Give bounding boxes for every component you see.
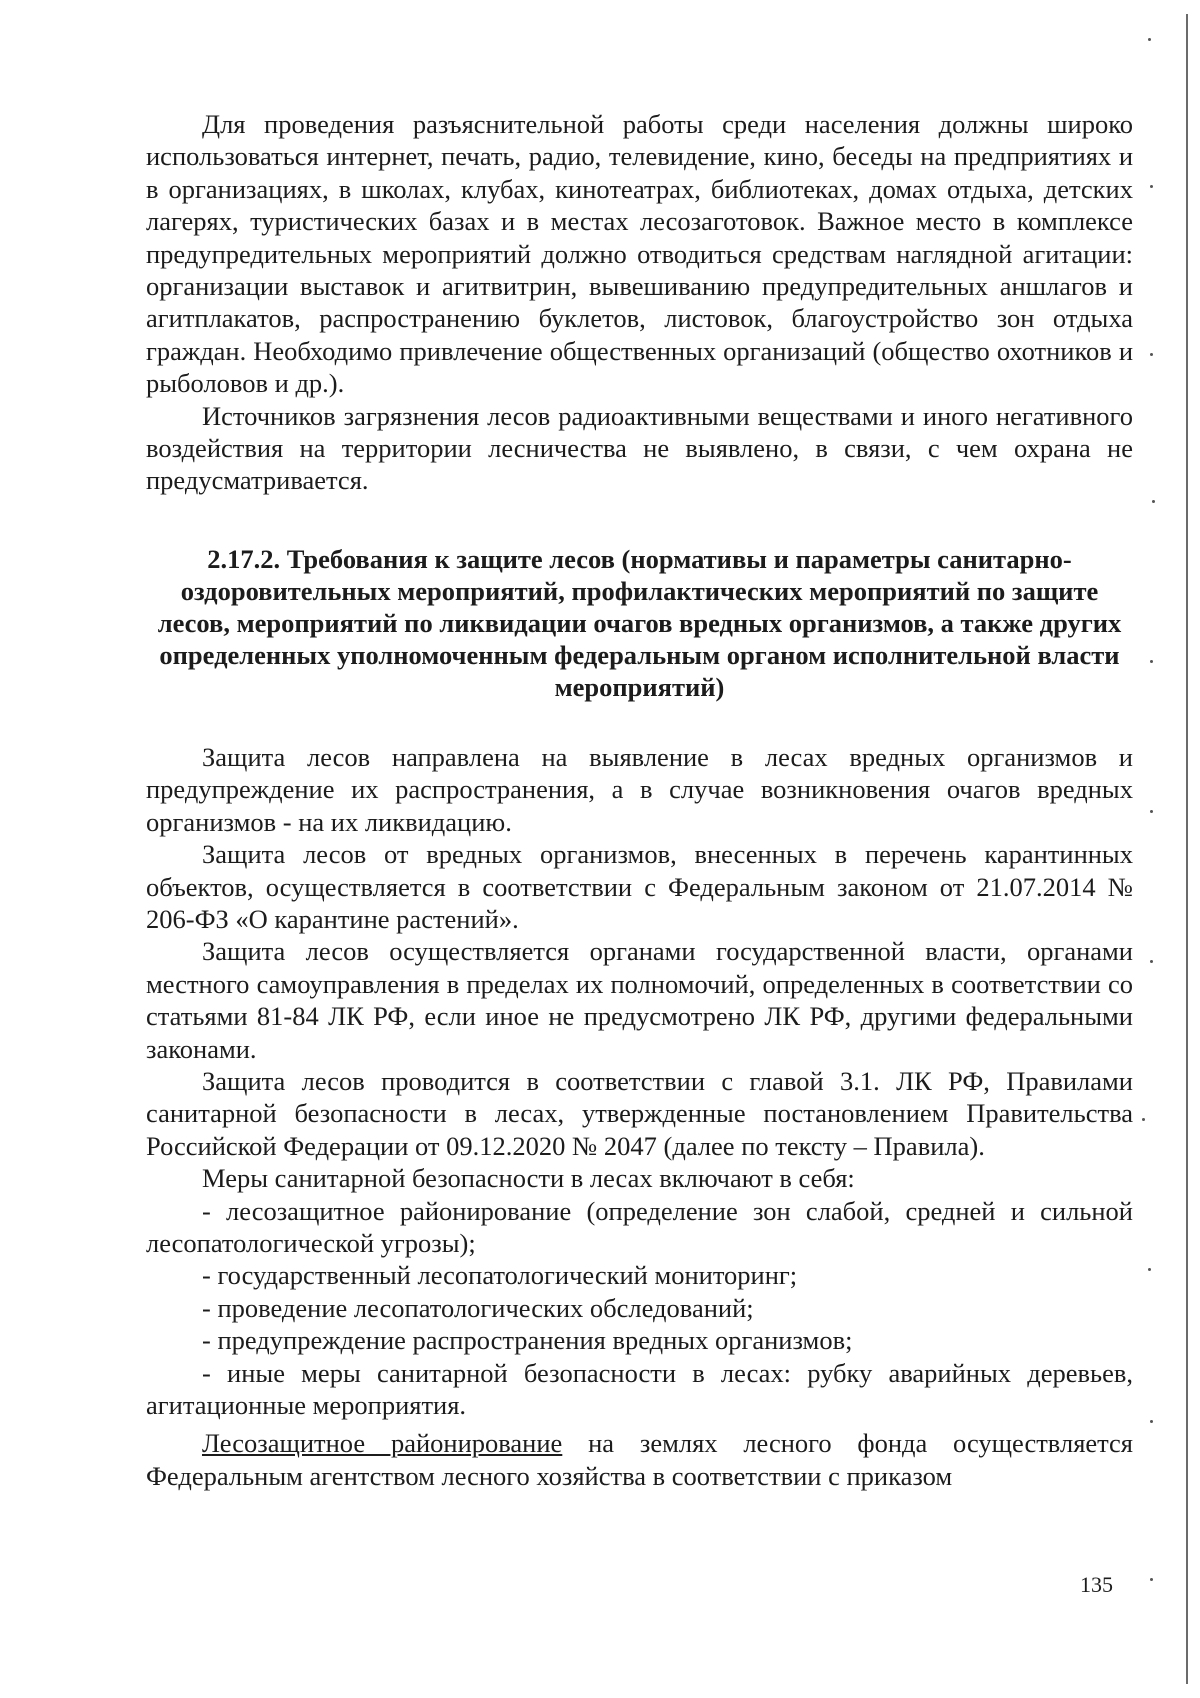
body-paragraph: Меры санитарной безопасности в лесах включают в себя: <box>202 1163 855 1194</box>
scan-mark <box>1150 660 1153 663</box>
measure-item: - иные меры санитарной безопасности в лесах: рубку аварийных деревьев, агитационные мероприятия. <box>146 1357 1133 1420</box>
body-paragraph: Защита лесов осуществляется органами государственной власти, органами местного самоуправления в пределах их полномочий, определенных в соответствии со статьями 81-84 ЛК РФ, если иное не предусмотрено ЛК РФ, другими федеральными законами. <box>146 936 1133 1064</box>
page-number: 135 <box>1080 1572 1113 1597</box>
final-paragraph <box>146 1427 1133 1492</box>
scan-mark <box>1148 1268 1151 1271</box>
scan-mark <box>1150 810 1153 813</box>
scan-mark <box>1150 1578 1153 1581</box>
measure-item: - предупреждение распространения вредных организмов; <box>202 1325 853 1356</box>
body-paragraph: Защита лесов от вредных организмов, внесенных в перечень карантинных объектов, осуществляется в соответствии с Федеральным законом от 21.07.2014 № 206-ФЗ «О карантине растений». <box>146 839 1133 934</box>
intro-paragraph: Для проведения разъяснительной работы среди населения должны широко использоваться интернет, печать, радио, телевидение, кино, беседы на предприятиях и в организациях, в школах, клубах, кинотеатрах, библиотеках, домах отдыха, детских лагерях, туристических базах и в местах лесозаготовок. Важное место в комплексе предупредительных мероприятий должно отводиться средствам наглядной агитации: организации выставок и агитвитрин, вывешиванию предупредительных аншлагов и агитплакатов, распространению буклетов, листовок, благоустройство зон отдыха граждан. Необходимо привлечение общественных организаций (общество охотников и рыболовов и др.). <box>146 109 1133 399</box>
measure-item: - лесозащитное районирование (определение зон слабой, средней и сильной лесопатологической угрозы); <box>146 1195 1133 1258</box>
scan-mark <box>1150 353 1153 356</box>
section-heading: 2.17.2. Требования к защите лесов (нормативы и параметры санитарно-оздоровительных мероприятий, профилактических мероприятий по защите лесов, мероприятий по ликвидации очагов вредных организмов, а также других определенных уполномоченным федеральным органом исполнительной власти мероприятий) <box>157 543 1122 702</box>
underlined-term: Лесозащитное районирование <box>202 1428 563 1459</box>
scan-mark <box>1150 185 1153 188</box>
section-body <box>146 741 1133 1492</box>
measure-item: - проведение лесопатологических обследований; <box>202 1292 754 1323</box>
scan-mark <box>1152 500 1155 503</box>
scan-mark <box>1142 1118 1145 1121</box>
intro-paragraph: Источников загрязнения лесов радиоактивными веществами и иного негативного воздействия на территории лесничества не выявлено, в связи, с чем охрана не предусматривается. <box>146 400 1133 496</box>
scan-edge-line <box>1186 14 1188 1684</box>
measure-item: - государственный лесопатологический мониторинг; <box>202 1260 798 1291</box>
scan-mark <box>1150 1420 1153 1423</box>
body-paragraph: Защита лесов проводится в соответствии с главой 3.1. ЛК РФ, Правилами санитарной безопасности в лесах, утвержденные постановлением Правительства Российской Федерации от 09.12.2020 № 2047 (далее по тексту – Правила). <box>146 1065 1133 1161</box>
page-content <box>146 108 1133 1492</box>
final-paragraph-text: на землях лесного фонда осуществляется Федеральным агентством лесного хозяйства в соответствии с приказом <box>146 1428 1133 1491</box>
body-paragraph: Защита лесов направлена на выявление в лесах вредных организмов и предупреждение их распространения, а в случае возникновения очагов вредных организмов - на их ликвидацию. <box>146 741 1133 837</box>
scan-mark <box>1148 38 1151 41</box>
scan-mark <box>1150 960 1153 963</box>
